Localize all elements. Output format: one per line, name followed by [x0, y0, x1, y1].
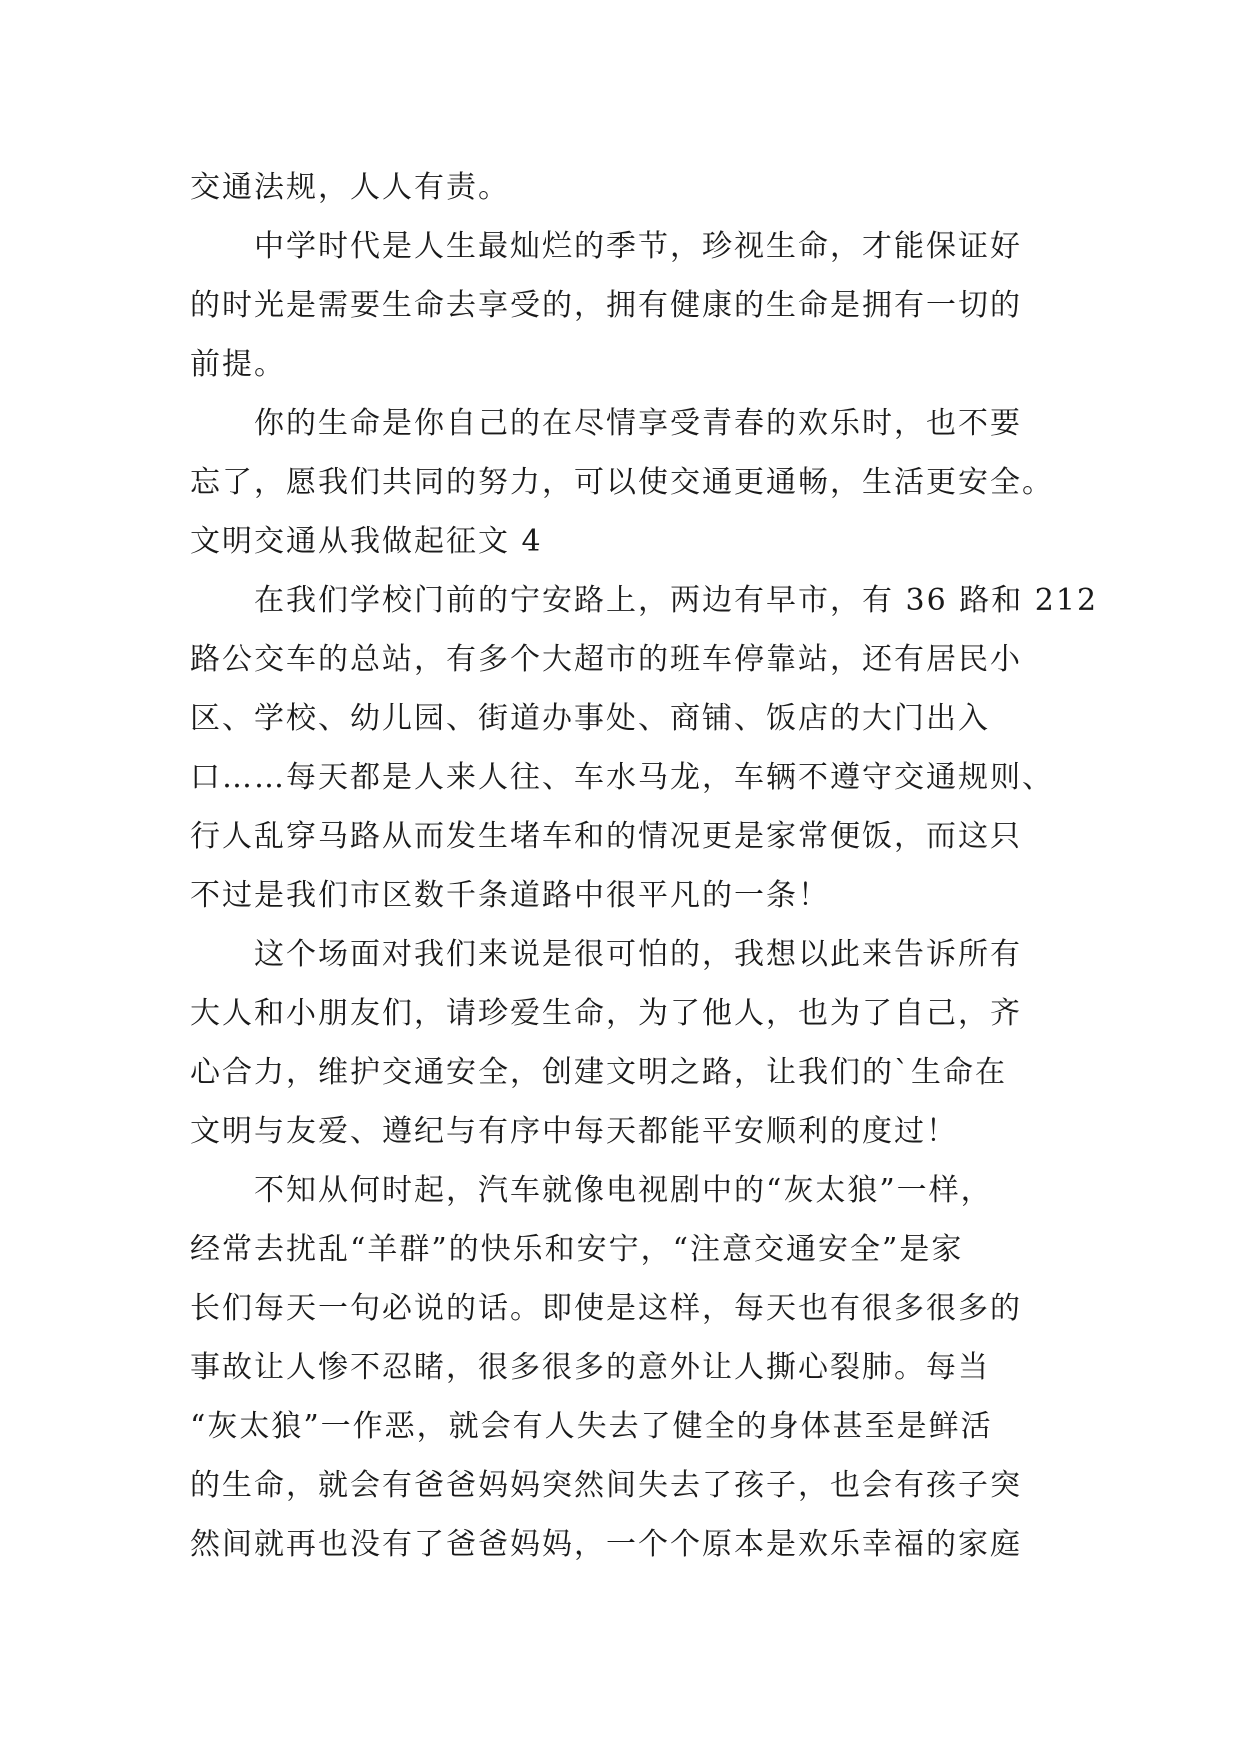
- text-line: 行人乱穿马路从而发生堵车和的情况更是家常便饭，而这只: [190, 819, 1022, 854]
- text-line: 路公交车的总站，有多个大超市的班车停靠站，还有居民小: [190, 642, 1022, 677]
- text-line: 这个场面对我们来说是很可怕的，我想以此来告诉所有: [254, 937, 1022, 972]
- text-line: 事故让人惨不忍睹，很多很多的意外让人撕心裂肺。每当: [190, 1350, 990, 1385]
- text-line: 心合力，维护交通安全，创建文明之路，让我们的`生命在: [190, 1055, 1007, 1090]
- text-line: 忘了，愿我们共同的努力，可以使交通更通畅，生活更安全。: [190, 465, 1054, 500]
- text-line: 然间就再也没有了爸爸妈妈，一个个原本是欢乐幸福的家庭: [190, 1527, 1022, 1562]
- text-line: 的时光是需要生命去享受的，拥有健康的生命是拥有一切的: [190, 288, 1022, 323]
- document-body: [190, 158, 1099, 1574]
- text-line: 经常去扰乱“羊群”的快乐和安宁，“注意交通安全”是家: [190, 1232, 964, 1267]
- text-line: “灰太狼”一作恶，就会有人失去了健全的身体甚至是鲜活: [190, 1409, 993, 1444]
- text-line: 前提。: [190, 347, 286, 382]
- text-line: 的生命，就会有爸爸妈妈突然间失去了孩子，也会有孩子突: [190, 1468, 1022, 1503]
- text-line: 不知从何时起，汽车就像电视剧中的“灰太狼”一样，: [254, 1173, 993, 1208]
- text-line: 中学时代是人生最灿烂的季节，珍视生命，才能保证好: [254, 229, 1022, 264]
- text-line: 你的生命是你自己的在尽情享受青春的欢乐时，也不要: [254, 406, 1022, 441]
- text-line: 大人和小朋友们，请珍爱生命，为了他人，也为了自己，齐: [190, 996, 1022, 1031]
- text-line: 不过是我们市区数千条道路中很平凡的一条！: [190, 878, 830, 913]
- text-line: 口……每天都是人来人往、车水马龙，车辆不遵守交通规则、: [190, 760, 1054, 795]
- text-line: 区、学校、幼儿园、街道办事处、商铺、饭店的大门出入: [190, 701, 990, 736]
- text-line: 交通法规，人人有责。: [190, 170, 510, 205]
- text-line: 文明交通从我做起征文 4: [190, 524, 543, 559]
- text-line: 长们每天一句必说的话。即使是这样，每天也有很多很多的: [190, 1291, 1022, 1326]
- text-line: 在我们学校门前的宁安路上，两边有早市，有 36 路和 212: [254, 583, 1099, 618]
- text-line: 文明与友爱、遵纪与有序中每天都能平安顺利的度过！: [190, 1114, 958, 1149]
